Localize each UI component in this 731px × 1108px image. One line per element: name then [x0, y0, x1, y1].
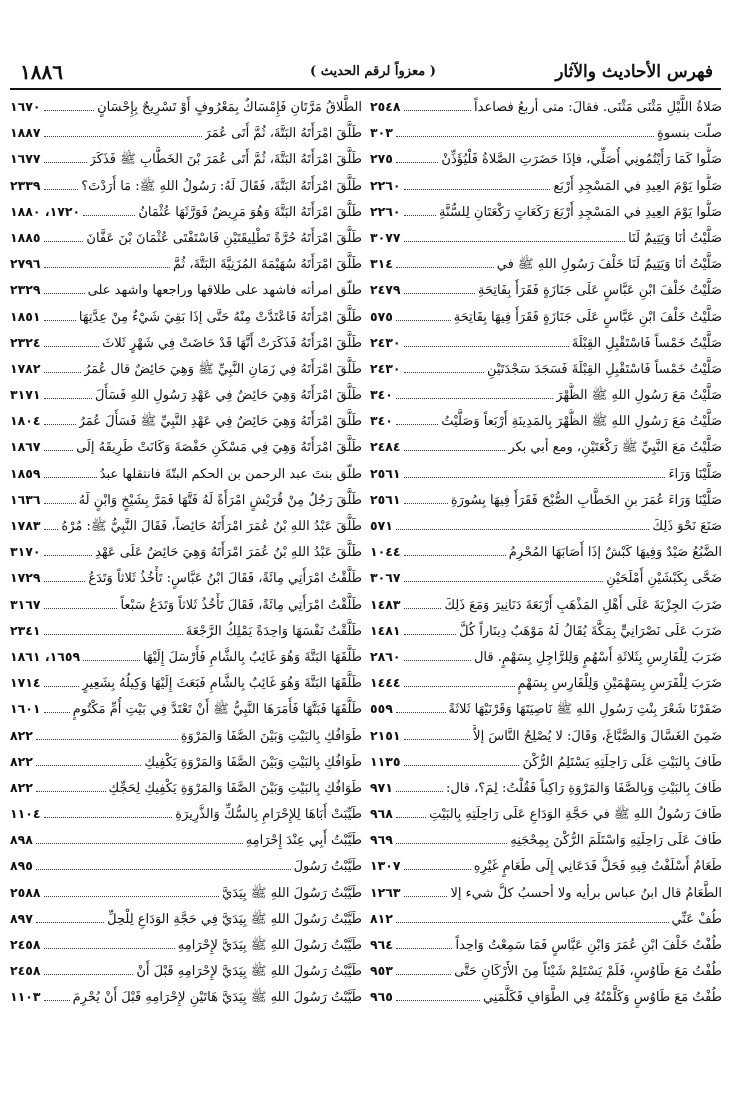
leader-dots: [44, 153, 87, 163]
index-entry: [10, 906, 362, 932]
leader-dots: [396, 808, 426, 818]
index-entry: [370, 513, 722, 539]
hadith-text: طَيَّبْتُ رَسُولَ اللهِ ﷺ بِيَدَيَّ هَاتَيْنِ لإِحْرَامِهِ قَبْلَ أَنْ يُحْرِمَ: [72, 990, 362, 1006]
index-entry: [370, 461, 722, 487]
page-header: [10, 62, 721, 90]
leader-dots: [44, 625, 183, 635]
index-entry: [10, 434, 362, 460]
hadith-ref-number: ٢٢٦٠: [370, 203, 401, 219]
hadith-ref-number: ١٨٨٧: [10, 125, 41, 141]
hadith-ref-number: ٣١٦٧: [10, 596, 41, 612]
hadith-text: طَافَ بِالبَيْتِ وَبِالصَّفَا وَالمَرْوَةِ رَاكِباً فَقُلْتُ: لِمَ؟، قال:: [445, 780, 722, 796]
index-column-right: [370, 94, 722, 1011]
hadith-text: صَلَّيْتُ أنَا وَيَتِيمٌ لَنَا خَلْفَ رَسُولِ اللهِ ﷺ في: [496, 257, 722, 273]
leader-dots: [404, 284, 475, 294]
hadith-text: ضَفَرْنَا شَعْرَ بِنْتِ رَسُولِ اللهِ ﷺ نَاصِيَتَهَا وَقَرْنَيْهَا ثَلاثَةً: [448, 702, 722, 718]
hadith-text: طُفْ عَنِّي: [671, 911, 722, 927]
index-entry: [370, 880, 722, 906]
leader-dots: [44, 389, 92, 399]
hadith-text: طَلَّقَ امْرَأَتَهُ البَتَّةَ وَهُوَ مَرِيضٌ فَوَرَّثَهَا عُثْمَانُ: [138, 204, 362, 220]
hadith-ref-number: ٢٤٣٠: [370, 334, 401, 350]
hadith-ref-number: ١٨٥١: [10, 308, 41, 324]
hadith-ref-number: ٥٧٥: [370, 308, 393, 324]
hadith-text: طَافَ بِالبَيْتِ عَلَى رَاحِلَتِهِ يَسْتَلِمُ الرُّكْنَ: [522, 754, 722, 770]
leader-dots: [36, 834, 243, 844]
index-entry: [10, 723, 362, 749]
hadith-text: طَيَّبْتُ رَسُولَ اللهِ ﷺ بِيَدَيَّ لإِحْرَامِهِ قَبْلَ أَنْ: [136, 964, 362, 980]
index-entry: [370, 906, 722, 932]
index-entry: [10, 146, 362, 172]
index-entry: [370, 749, 722, 775]
hadith-ref-number: ٢١٥١: [370, 727, 401, 743]
hadith-ref-number: ٩٦٤: [370, 937, 393, 952]
hadith-ref-number: ٩٦٨: [370, 806, 393, 822]
leader-dots: [36, 756, 141, 766]
hadith-text: صَلَّيْنَا وَرَاءَ عُمَرَ بنِ الخَطَّابِ الصُّبْحَ فَقَرَأَ فِيهَا بِسُورَةِ: [450, 492, 722, 508]
hadith-text: طَلَّقَ امْرَأَتَهُ البَتَّةَ، ثُمَّ أَتَى عُمَرَ: [204, 126, 362, 142]
hadith-text: ضَحَّى بِكَبْشَيْنِ أَمْلَحَيْنِ: [606, 571, 722, 587]
hadith-text: ضَمِنَ الغَسَّالَ وَالصَّبَّاغَ، وَقَالَ: لا يُصْلِحُ النَّاسَ إلاَّ: [473, 728, 722, 744]
index-entry: [10, 356, 362, 382]
hadith-text: طَلَّقَ امْرَأَتَهُ وَهِيَ حَائِضٌ فِي عَهْدِ رَسُولِ اللهِ فَسَأَلَ: [94, 388, 362, 404]
leader-dots: [44, 572, 86, 582]
hadith-text: طَوَافُكِ بِالبَيْتِ وَبَيْنَ الصَّفَا وَالمَرْوَةِ: [180, 728, 362, 744]
hadith-text: طَيِّبَتْ أَبَاهَا لِلإِحْرَامِ بِالسُّكِّ وَالذَّرِيرَةِ: [175, 807, 362, 823]
index-entry: [10, 644, 362, 670]
leader-dots: [44, 179, 79, 189]
hadith-ref-number: ٢٣٣٩: [10, 177, 41, 193]
hadith-ref-number: ٢٧٥: [370, 151, 393, 167]
hadith-text: طَافَ رَسُولُ اللهِ ﷺ في حَجَّةِ الوَدَاعِ عَلَى رَاحِلَتِهِ بِالبَيْتِ: [429, 807, 722, 823]
index-entry: [10, 670, 362, 696]
hadith-text: ضَرَبَ عَلَى نَصْرَانِيٍّ بِمَكَّةَ يُقَالُ لَهُ مَوْهَبٌ دِينَاراً كُلَّ: [459, 623, 722, 639]
hadith-ref-number: ١٦٥٩، ١٨٦١: [10, 648, 81, 664]
index-entry: [10, 592, 362, 618]
leader-dots: [36, 860, 291, 870]
hadith-ref-number: ٣١٧٠: [10, 544, 41, 560]
leader-dots: [404, 756, 520, 766]
hadith-text: صَلُّوا كَمَا رَأَيْتُمُونِي أُصَلِّي، فإذَا حَضَرَتِ الصَّلاةُ فَلْيُؤَذِّنْ: [441, 152, 722, 168]
hadith-ref-number: ١٣٠٧: [370, 858, 401, 874]
hadith-ref-number: ٥٧١: [370, 518, 393, 533]
hadith-ref-number: ٢٥٤٨: [370, 99, 401, 114]
hadith-text: صَلاةُ اللَّيْلِ مَثْنَى مَثْنَى. فقالَ: متى أربعُ فصاعداً: [474, 100, 722, 115]
leader-dots: [396, 310, 451, 320]
index-entry: [10, 330, 362, 356]
leader-dots: [44, 703, 70, 713]
index-entry: [370, 434, 722, 460]
index-entry: [10, 853, 362, 879]
leader-dots: [396, 991, 480, 1001]
hadith-ref-number: ١٤٨٣: [370, 596, 401, 612]
index-entry: [370, 330, 722, 356]
index-entry: [370, 723, 722, 749]
hadith-ref-number: ١١٣٥: [370, 753, 401, 769]
index-entry: [370, 539, 722, 565]
index-entry: [370, 618, 722, 644]
index-entry: [370, 775, 722, 801]
leader-dots: [404, 494, 448, 504]
index-entry: [370, 173, 722, 199]
index-entry: [10, 251, 362, 277]
hadith-ref-number: ٢٤٧٩: [370, 282, 401, 298]
leader-dots: [404, 651, 471, 661]
hadith-text: طُفْتُ مَعَ طَاوُسٍ، فَلَمْ يَسْتَلِمْ شَيْئاً مِنَ الأَرْكَانِ حَتَّى: [454, 964, 722, 980]
index-entry: [10, 880, 362, 906]
hadith-text: طُفْتُ مَعَ طَاوُسٍ وَكَلَّمْتُهُ فِي الطَّوَافِ فَكَلَّمَنِي: [482, 990, 722, 1006]
hadith-ref-number: ١٧٨٢: [10, 360, 41, 376]
hadith-text: طَافَ عَلَى رَاحِلَتِهِ وَاسْتَلَمَ الرُّكْنَ بِمِحْجَنِهِ: [510, 833, 722, 849]
hadith-text: صَلَّيْتُ خَلْفَ ابْنِ عَبَّاسٍ عَلَى جَنَازَةٍ فَقَرَأَ فِيهَا بِفَاتِحَةِ: [453, 309, 722, 325]
hadith-text: طَلَّقَ امْرَأَتَهُ وَهِيَ حَائِضٌ فِي عَهْدِ النَّبِيِّ ﷺ فَسَأَلَ عُمَرُ: [78, 414, 362, 430]
index-entry: [370, 827, 722, 853]
index-entry: [370, 382, 722, 408]
hadith-ref-number: ٨٢٢: [10, 779, 33, 795]
index-entry: [10, 513, 362, 539]
index-entry: [10, 565, 362, 591]
leader-dots: [404, 232, 626, 242]
leader-dots: [404, 625, 457, 635]
leader-dots: [44, 441, 74, 451]
index-entry: [370, 984, 722, 1010]
leader-dots: [44, 232, 84, 242]
hadith-ref-number: ١٨٨٥: [10, 229, 41, 245]
index-entry: [10, 958, 362, 984]
hadith-ref-number: ٩٦٥: [370, 989, 393, 1005]
index-entry: [370, 408, 722, 434]
index-entry: [10, 94, 362, 120]
leader-dots: [404, 598, 442, 608]
index-entry: [370, 853, 722, 879]
hadith-text: طَلَّقَ رَجُلٌ مِنْ قُرَيْشٍ امْرَأَةً لَهُ فَتَّهَا فَمَرَّ بِشَيْخٍ وَابْنٍ لَهُ: [78, 492, 362, 508]
index-entry: [370, 94, 722, 120]
hadith-text: طلّق امرأته فاشهد على طلاقها وراجعها واشهد على: [87, 283, 362, 299]
hadith-text: الطَّعَامُ قال ابنُ عباس برأيه ولا أحسبُ كلَّ شيء إلا: [450, 885, 722, 901]
index-entry: [10, 382, 362, 408]
leader-dots: [404, 468, 666, 478]
leader-dots: [396, 258, 494, 268]
hadith-ref-number: ٨١٢: [370, 910, 393, 926]
hadith-text: طَيَّبْتُ رَسُولَ اللهِ ﷺ بِيَدَيَّ: [222, 885, 362, 901]
index-entry: [10, 199, 362, 225]
hadith-text: صَلَّيْنَا وَرَاءَ: [668, 466, 722, 482]
leader-dots: [396, 782, 443, 792]
leader-dots: [36, 913, 104, 923]
hadith-text: طَلَّقَ امْرَأَتَهُ حُرَّةً تَطْلِيقَتَيْنِ فَاسْتَفْتَى عُثْمَانَ بْنَ عَفَّانَ: [86, 230, 362, 246]
leader-dots: [44, 991, 70, 1001]
hadith-ref-number: ٨٩٧: [10, 910, 33, 926]
hadith-text: طَلَّقَ امْرَأَتَهُ البَتَّةَ، ثُمَّ أَتَى عُمَرَ بْنَ الخَطَّابِ ﷺ فَذَكَرَ: [89, 152, 362, 168]
hadith-ref-number: ٢٥٨٨: [10, 884, 41, 900]
hadith-ref-number: ٩٦٩: [370, 832, 393, 848]
index-entry: [10, 304, 362, 330]
hadith-ref-number: ٣٤٠: [370, 387, 393, 403]
hadith-ref-number: ٢٤٣٠: [370, 360, 401, 376]
index-entry: [370, 146, 722, 172]
leader-dots: [44, 337, 100, 347]
leader-dots: [44, 520, 59, 530]
hadith-ref-number: ٨٢٢: [10, 753, 33, 769]
hadith-text: طَلَّقَ عَبْدُ اللهِ بْنُ عُمَرَ امْرَأَتَهُ حَائِضاً، فَقَالَ النَّبِيُّ ﷺ: مُرْهُ: [61, 519, 362, 534]
index-entry: [370, 644, 722, 670]
index-entry: [10, 749, 362, 775]
index-entry: [10, 618, 362, 644]
index-entry: [10, 932, 362, 958]
leader-dots: [404, 101, 472, 111]
hadith-text: ضَرَبَ لِلْفَارِسِ بِثَلاثَةِ أَسْهُمٍ وَلِلرَّاجِلِ بِسَهْمٍ. قال: [473, 649, 722, 665]
index-entry: [10, 539, 362, 565]
index-entry: [370, 120, 722, 146]
leader-dots: [396, 939, 453, 949]
leader-dots: [396, 834, 507, 844]
leader-dots: [404, 677, 515, 687]
hadith-text: صَلَّيْتُ مَعَ النَّبِيِّ ﷺ رَكْعَتَيْنِ، ومع أبي بكر: [508, 440, 722, 456]
index-entry: [10, 277, 362, 303]
leader-dots: [396, 127, 654, 137]
index-entry: [370, 199, 722, 225]
index-entry: [370, 670, 722, 696]
hadith-text: طلّق بنتَ عبد الرحمن بن الحكم البتّةَ فانتقلها عبدُ: [99, 466, 362, 482]
hadith-ref-number: ١١٠٤: [10, 806, 41, 822]
leader-dots: [396, 153, 439, 163]
hadith-text: طَلَّقَ امْرَأَتَهُ البَتَّةَ، فَقَالَ لَهُ: رَسُولُ اللهِ ﷺ: مَا أَرَدْتَ؟: [81, 178, 362, 194]
leader-dots: [83, 206, 135, 216]
hadith-ref-number: ١٦٣٦: [10, 491, 41, 507]
hadith-text: طَلَّقَ امْرَأَتَهُ سُهَيْمَةَ المُزَنِيَّةَ البَتَّةَ، ثُمَّ: [172, 257, 362, 273]
index-column-left: [10, 94, 362, 1011]
hadith-ref-number: ١٧٢٩: [10, 570, 41, 586]
index-entry: [370, 277, 722, 303]
hadith-ref-number: ١٦٧٧: [10, 151, 41, 167]
hadith-ref-number: ١٧٨٣: [10, 518, 41, 533]
index-entry: [370, 932, 722, 958]
leader-dots: [404, 729, 471, 739]
leader-dots: [44, 939, 175, 949]
leader-dots: [396, 389, 553, 399]
hadith-ref-number: ٢٤٥٨: [10, 937, 41, 952]
hadith-ref-number: ٩٧١: [370, 779, 393, 795]
hadith-text: طَلَّقْتُ امْرَأَتِي مِائَةً، فَقَالَ ابْنُ عَبَّاسٍ: تَأْخُذُ ثَلاثاً وَتَدَعُ: [88, 571, 362, 587]
index-entry: [10, 120, 362, 146]
hadith-text: طَلَّقْتُ امْرَأَتِي مِائَةً، فَقَالَ تَأْخُذُ ثَلاثاً وَتَدَعُ سَبْعاً: [120, 597, 362, 613]
hadith-text: طَلَّقَ امْرَأَتَهُ وَهِيَ فِي مَسْكَنِ حَفْصَةَ وَكَانَتْ طَرِيقَهُ إلَى: [76, 440, 362, 456]
hadith-ref-number: ١٢٦٣: [370, 884, 401, 900]
index-entry: [370, 304, 722, 330]
hadith-text: صَلَّيْتُ خَمْساً فَاسْتَقْبِلِ القِبْلَةَ: [571, 335, 722, 351]
index-entry: [10, 984, 362, 1010]
leader-dots: [44, 284, 85, 294]
hadith-text: طَلَّقَهَا البَتَّةَ وَهُوَ غَائِبٌ بِالشَّامِ فَأَرْسَلَ إِلَيْهَا: [142, 649, 362, 665]
page-subtitle: ( معزواً لرقم الحديث ): [310, 64, 436, 79]
hadith-ref-number: ٢٤٥٨: [10, 963, 41, 979]
leader-dots: [44, 546, 93, 556]
hadith-text: طَلَّقَ امْرَأَتَهُ فِي زَمَانِ النَّبِيِّ ﷺ وَهِيَ حَائِضٌ قال عُمَرُ: [84, 361, 362, 377]
index-entry: [370, 801, 722, 827]
hadith-text: ضَرَبَ الجِزْيَةَ عَلَى أَهْلِ المَذْهَبِ أَرْبَعَةَ دَنَانِيرَ وَمَعَ ذَلِكَ: [444, 597, 722, 613]
hadith-text: طَلَّقَ امْرَأَتَهُ فَاعْتَدَّتْ مِنْهُ حَتَّى إذَا بَقِيَ شَيْءٌ مِنْ عِدَّتِهَا: [78, 309, 362, 325]
leader-dots: [396, 415, 438, 425]
hadith-text: طَعَامٌ أَسْلَفْتُ فِيهِ فَحَلَّ فَدَعَانِي إِلَى طَعَامٍ غَيْرِهِ: [473, 859, 722, 875]
hadith-ref-number: ١٧١٤: [10, 675, 41, 691]
hadith-ref-number: ٢٤٨٤: [370, 439, 401, 455]
index-entry: [370, 565, 722, 591]
hadith-text: طَلَّقْتُ نَفْسَهَا وَاحِدَةً يَمْلِكُ الرَّجْعَةَ: [185, 623, 362, 639]
hadith-text: طَيَّبْتُ رَسُولَ اللهِ ﷺ بِيَدَيَّ لإِحْرَامِهِ: [177, 938, 362, 953]
hadith-text: طَيَّبْتُ رَسُولَ: [293, 859, 362, 875]
index-entry: [10, 827, 362, 853]
hadith-text: طُفْتُ خَلْفَ ابْنِ عُمَرَ وَابْنِ عَبَّاسٍ فَمَا سَمِعْتُ وَاحِداً: [455, 938, 722, 953]
leader-dots: [44, 598, 118, 608]
hadith-ref-number: ٢٨٦٠: [370, 648, 401, 664]
hadith-text: صَنَعَ نَحْوَ ذَلِكَ: [652, 519, 722, 534]
leader-dots: [396, 913, 669, 923]
hadith-text: طَلَّقَ عَبْدُ اللهِ بْنُ عُمَرَ امْرَأَتَهُ وَهِيَ حَائِضٌ عَلَى عَهْدِ: [95, 545, 362, 561]
hadith-text: ضَرَبَ لِلْفَرَسِ بِسَهْمَيْنِ وَلِلْفَارِسِ بِسَهْمٍ: [517, 676, 722, 692]
hadith-ref-number: ٢٢٦٠: [370, 177, 401, 193]
hadith-text: صَلُّوا يَوْمَ العِيدِ في المَسْجِدِ أَرْبَعَ رَكَعَاتٍ رَكْعَتَانِ لِلسُّنَّةِ: [439, 204, 722, 220]
hadith-text: طَوَافُكِ بِالبَيْتِ وَبَيْنَ الصَّفَا وَالمَرْوَةِ يَكْفِيكِ لِحَجِّكِ: [108, 780, 362, 796]
hadith-ref-number: ٣٠٧٧: [370, 229, 401, 245]
page-title: فهرس الأحاديث والآثار: [555, 62, 713, 82]
index-entry: [370, 958, 722, 984]
leader-dots: [44, 415, 76, 425]
hadith-ref-number: ٢٣٢٤: [10, 334, 41, 350]
hadith-text: الطَّلاقُ مَرَّتَانِ فَإِمْسَاكٌ بِمَعْرُوفٍ أَوْ تَسْرِيحٌ بِإِحْسَانٍ: [97, 100, 362, 115]
hadith-text: طَوَافُكِ بِالبَيْتِ وَبَيْنَ الصَّفَا وَالمَرْوَةِ يَكْفِيكِ: [144, 754, 362, 770]
hadith-ref-number: ٣١٧١: [10, 387, 41, 403]
hadith-ref-number: ٣١٤: [370, 256, 393, 272]
hadith-ref-number: ٩٥٣: [370, 963, 393, 979]
hadith-ref-number: ٢٣٢٩: [10, 282, 41, 298]
hadith-text: صَلُّوا يَوْمَ العِيدِ في المَسْجِدِ أَرْبَع: [553, 178, 722, 194]
leader-dots: [404, 887, 448, 897]
leader-dots: [44, 101, 95, 111]
hadith-ref-number: ٢٧٩٦: [10, 256, 41, 272]
index-entry: [10, 487, 362, 513]
leader-dots: [44, 887, 220, 897]
hadith-text: صَلَّيْتُ أنَا وَيَتِيمٌ لَنَا: [628, 230, 722, 246]
leader-dots: [404, 546, 506, 556]
hadith-ref-number: ٢٥٦١: [370, 491, 401, 507]
hadith-ref-number: ١٦٠١: [10, 701, 41, 717]
hadith-ref-number: ١٦٧٠: [10, 99, 41, 114]
hadith-ref-number: ٨٩٥: [10, 858, 33, 874]
hadith-text: طَيَّبْتُ أَبِي عِنْدَ إِحْرَامِهِ: [245, 833, 362, 849]
hadith-text: طَلَّقَهَا فَبَتَّهَا فَأَمَرَهَا النَّبِيُّ ﷺ أَنْ تَعْتَدَّ فِي بَيْتِ أُمِّ مَكْتُومٍ: [72, 702, 362, 718]
leader-dots: [44, 677, 80, 687]
hadith-ref-number: ١٠٤٤: [370, 544, 401, 560]
leader-dots: [404, 337, 569, 347]
leader-dots: [404, 206, 437, 216]
index-entry: [370, 356, 722, 382]
leader-dots: [44, 310, 76, 320]
leader-dots: [396, 703, 446, 713]
index-entry: [370, 696, 722, 722]
hadith-ref-number: ٢٥٦١: [370, 465, 401, 481]
leader-dots: [44, 468, 97, 478]
index-entry: [370, 592, 722, 618]
hadith-text: صلّت بنسوةٍ: [657, 126, 722, 142]
leader-dots: [404, 441, 506, 451]
index-entry: [10, 461, 362, 487]
hadith-text: الضَّبُعُ صَيْدٌ وَفِيهَا كَبْشٌ إذَا أَصَابَهَا المُحْرِمُ: [508, 545, 722, 561]
hadith-ref-number: ٣٠٣: [370, 125, 393, 141]
index-entry: [370, 225, 722, 251]
hadith-ref-number: ٣٤٠: [370, 413, 393, 429]
leader-dots: [44, 494, 76, 504]
hadith-ref-number: ١٨٦٧: [10, 439, 41, 455]
hadith-text: صَلَّيْتُ مَعَ رَسُولِ اللهِ ﷺ الظُّهْرَ بِالمَدِينَةِ أَرْبَعاً وَصَلَّيْتُ: [441, 414, 722, 430]
leader-dots: [36, 729, 178, 739]
hadith-ref-number: ١٤٨١: [370, 622, 401, 638]
leader-dots: [396, 965, 451, 975]
leader-dots: [44, 363, 82, 373]
leader-dots: [404, 860, 471, 870]
hadith-ref-number: ٣٠٦٧: [370, 570, 401, 586]
hadith-text: طَلَّقَ امْرَأَتَهُ فَذَكَرَتْ أَنَّهَا قَدْ حَاضَتْ فِي شَهْرٍ ثَلاثَ: [102, 335, 362, 351]
index-entry: [10, 775, 362, 801]
hadith-ref-number: ٨٩٨: [10, 832, 33, 848]
leader-dots: [404, 363, 484, 373]
index-entry: [370, 251, 722, 277]
hadith-text: طَلَّقَهَا البَتَّةَ وَهُوَ غَائِبٌ بِالشَّامِ فَبَعَثَ إِلَيْهَا وَكِيلُهُ بِشَعِيرٍ: [82, 676, 362, 692]
hadith-ref-number: ١٨٠٤: [10, 413, 41, 429]
hadith-ref-number: ٥٥٩: [370, 701, 393, 717]
leader-dots: [44, 965, 134, 975]
index-entry: [370, 487, 722, 513]
hadith-text: صَلَّيْتُ خَلْفَ ابْنِ عَبَّاسٍ عَلَى جَنَازَةٍ فَقَرَأَ بِفَاتِحَةِ: [477, 283, 722, 299]
index-entry: [10, 696, 362, 722]
hadith-ref-number: ١٧٢٠، ١٨٨٠: [10, 203, 81, 219]
leader-dots: [396, 520, 650, 530]
leader-dots: [36, 782, 106, 792]
index-entry: [10, 173, 362, 199]
index-entry: [10, 801, 362, 827]
index-entry: [10, 225, 362, 251]
hadith-ref-number: ٨٢٢: [10, 727, 33, 743]
hadith-text: صَلَّيْتُ مَعَ رَسُولِ اللهِ ﷺ الظُّهْرَ: [556, 388, 722, 404]
leader-dots: [404, 179, 551, 189]
hadith-ref-number: ١٤٤٤: [370, 675, 401, 691]
leader-dots: [83, 651, 140, 661]
leader-dots: [44, 808, 173, 818]
hadith-text: طَيَّبْتُ رَسُولَ اللهِ ﷺ بِيَدَيَّ فِي حَجَّةِ الوَدَاعِ لِلْحِلِّ: [107, 911, 362, 927]
hadith-ref-number: ٢٣٤١: [10, 622, 41, 638]
hadith-ref-number: ١٨٥٩: [10, 465, 41, 481]
leader-dots: [44, 127, 202, 137]
leader-dots: [404, 572, 604, 582]
hadith-text: صَلَّيْتُ خَمْساً فَاسْتَقْبِلِ القِبْلَةَ فَسَجَدَ سَجْدَتَيْنِ: [486, 361, 722, 377]
page-number: ١٨٨٦: [20, 60, 63, 84]
index-entry: [10, 408, 362, 434]
hadith-ref-number: ١١٠٣: [10, 989, 41, 1005]
leader-dots: [44, 258, 170, 268]
